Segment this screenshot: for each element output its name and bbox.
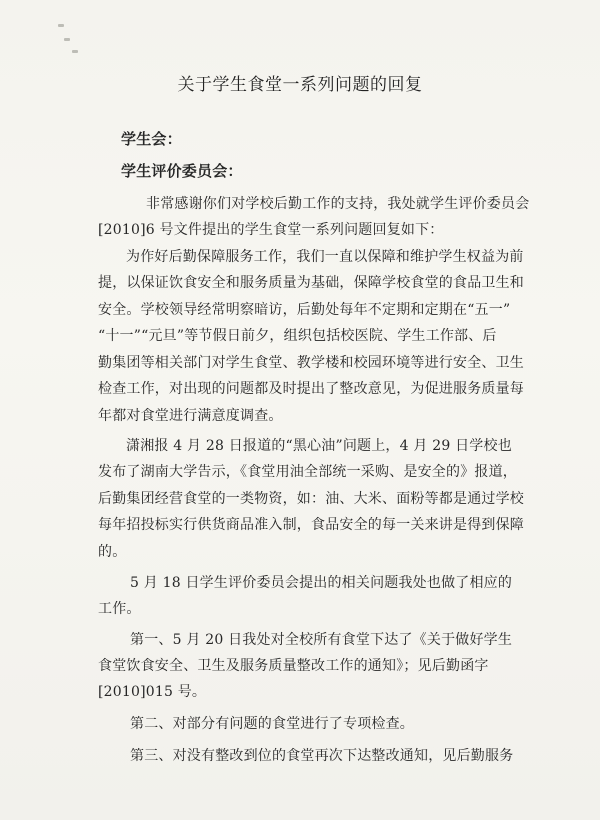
body-line: 每年招投标实行供货商品准入制，食品安全的每一关来讲是得到保障	[98, 517, 524, 533]
body-line: 工作。	[98, 601, 141, 617]
body-line: 食堂饮食安全、卫生及服务质量整改工作的通知》；见后勤函字	[98, 658, 489, 674]
staple-mark	[58, 24, 64, 27]
body-line: 潇湘报 4 月 28 日报道的“黑心油”问题上，4 月 29 日学校也	[126, 438, 512, 454]
body-line: 第三、对没有整改到位的食堂再次下达整改通知，见后勤服务	[130, 748, 514, 764]
body-line: 的。	[98, 544, 127, 560]
body-line: 第一、5 月 20 日我处对全校所有食堂下达了《关于做好学生	[130, 632, 513, 648]
body-line: 非常感谢你们对学校后勤工作的支持，我处就学生评价委员会	[146, 196, 530, 212]
body-line: 第二、对部分有问题的食堂进行了专项检查。	[130, 716, 414, 732]
body-line: 发布了湖南大学告示，《食堂用油全部统一采购、是安全的》报道，	[98, 464, 517, 480]
body-line: 勤集团等相关部门对学生食堂、教学楼和校园环境等进行安全、卫生	[98, 355, 524, 371]
body-line: 检查工作，对出现的问题都及时提出了整改意见，为促进服务质量每	[98, 381, 524, 397]
body-line: 安全。学校领导经常明察暗访，后勤处每年不定期和定期在“五一”	[98, 302, 511, 318]
body-line: 年都对食堂进行满意度调查。	[98, 408, 283, 424]
staple-mark	[64, 38, 70, 41]
body-line: 为作好后勤保障服务工作，我们一直以保障和维护学生权益为前	[126, 249, 524, 265]
body-line: 5 月 18 日学生评价委员会提出的相关问题我处也做了相应的	[130, 575, 513, 591]
body-line: 后勤集团经营食堂的一类物资，如：油、大米、面粉等都是通过学校	[98, 491, 524, 507]
body-line: [2010]015 号。	[98, 684, 207, 700]
body-line: “十一”“元旦”等节假日前夕，组织包括校医院、学生工作部、后	[98, 328, 497, 344]
staple-mark	[72, 50, 78, 53]
salutation-evaluation-committee: 学生评价委员会：	[121, 162, 243, 180]
body-line: 提，以保证饮食安全和服务质量为基础，保障学校食堂的食品卫生和	[98, 275, 524, 291]
document-title: 关于学生食堂一系列问题的回复	[177, 75, 423, 95]
salutation-student-union: 学生会：	[121, 130, 182, 148]
body-line: [2010]6 号文件提出的学生食堂一系列问题回复如下：	[98, 222, 444, 238]
